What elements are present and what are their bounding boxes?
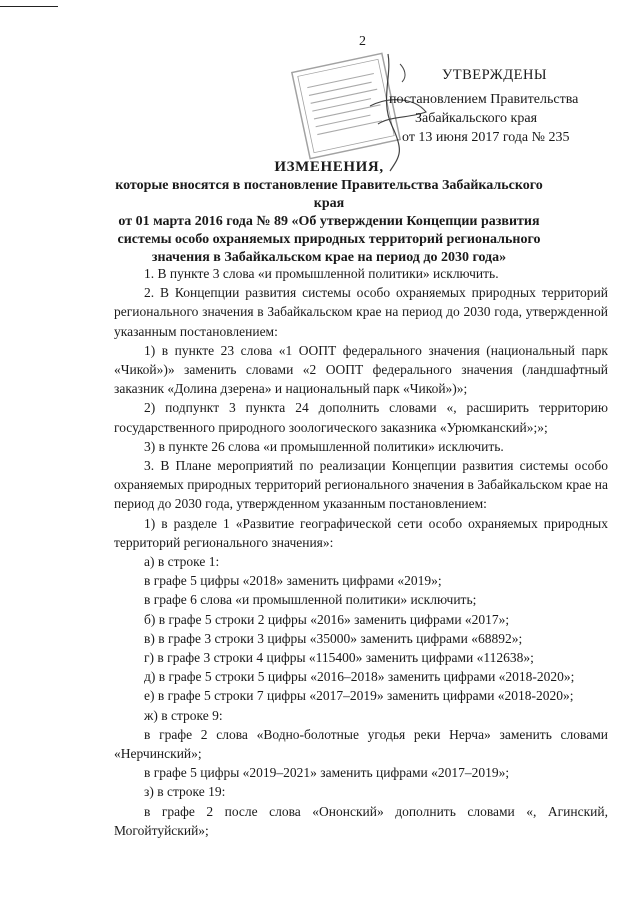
- paragraph: в графе 5 цифры «2018» заменить цифрами «2019»;: [144, 573, 442, 589]
- paragraph: а) в строке 1:: [144, 554, 220, 570]
- title-heading: ИЗМЕНЕНИЯ,: [274, 159, 384, 175]
- title-line-4: значения в Забайкальском крае на период до 2030 года»: [151, 250, 507, 265]
- approval-heading: УТВЕРЖДЕНЫ: [442, 67, 548, 83]
- title-line-2: от 01 марта 2016 года № 89 «Об утверждении Концепции развития: [118, 214, 540, 229]
- paragraph: 1) в пункте 23 слова «1 ООПТ федерального значения (национальный парк «Чикой»)» заменить словами «2 ООПТ федерального значения (ландшафтный заказник «Долина дзерена» и национальный парк «Чикой»)»;: [114, 342, 608, 397]
- approval-line-2: Забайкальского края: [415, 111, 538, 126]
- paragraph: в графе 6 слова «и промышленной политики» исключить;: [144, 592, 477, 608]
- paragraph: 2) подпункт 3 пункта 24 дополнить словами «, расширить территорию государственного природного зоологического заказника «Урюмканский»;»;: [114, 400, 608, 435]
- paragraph: в графе 2 после слова «Ононский» дополнить словами «, Агинский, Могойтуйский»;: [114, 803, 608, 838]
- paragraph: г) в графе 3 строки 4 цифры «115400» заменить цифрами «112638»;: [144, 650, 534, 666]
- paragraph: 2. В Концепции развития системы особо охраняемых природных территорий регионального значения в Забайкальском крае на период до 2030 года, утвержденной указанным постановлением:: [114, 285, 608, 339]
- paragraph: в графе 5 цифры «2019–2021» заменить цифрами «2017–2019»;: [144, 765, 510, 781]
- paragraph: 3) в пункте 26 слова «и промышленной политики» исключить.: [144, 438, 504, 454]
- paragraph: з) в строке 19:: [144, 784, 226, 800]
- paragraph: 3. В Плане мероприятий по реализации Концепции развития системы особо охраняемых природных территорий регионального значения в Забайкальском крае на период до 2030 года, утвержденном указанным постановлением:: [114, 458, 608, 512]
- approval-line-1: постановлением Правительства: [389, 92, 579, 107]
- document-body: [114, 264, 608, 840]
- document-title: [100, 158, 558, 267]
- paragraph: 1. В пункте 3 слова «и промышленной политики» исключить.: [144, 266, 499, 281]
- paragraph: 1) в разделе 1 «Развитие географической сети особо охраняемых природных территорий регионального значения»:: [114, 515, 608, 550]
- paragraph: в графе 2 слова «Водно-болотные угодья реки Нерча» заменить словами «Нерчинский»;: [114, 726, 608, 762]
- paragraph: ж) в строке 9:: [144, 707, 223, 723]
- corner-mark: [0, 6, 58, 13]
- paragraph: е) в графе 5 строки 7 цифры «2017–2019» заменить цифрами «2018-2020»;: [144, 688, 574, 704]
- title-line-1: которые вносятся в постановление Правительства Забайкальского края: [115, 178, 543, 211]
- page-number: 2: [359, 34, 366, 49]
- approval-line-3: от 13 июня 2017 года № 235: [402, 130, 570, 145]
- title-line-3: системы особо охраняемых природных территорий регионального: [117, 232, 541, 247]
- paragraph: д) в графе 5 строки 5 цифры «2016–2018» заменить цифрами «2018-2020»;: [144, 669, 575, 685]
- paragraph: в) в графе 3 строки 3 цифры «35000» заменить цифрами «68892»;: [144, 630, 523, 646]
- paragraph: б) в графе 5 строки 2 цифры «2016» заменить цифрами «2017»;: [144, 611, 510, 627]
